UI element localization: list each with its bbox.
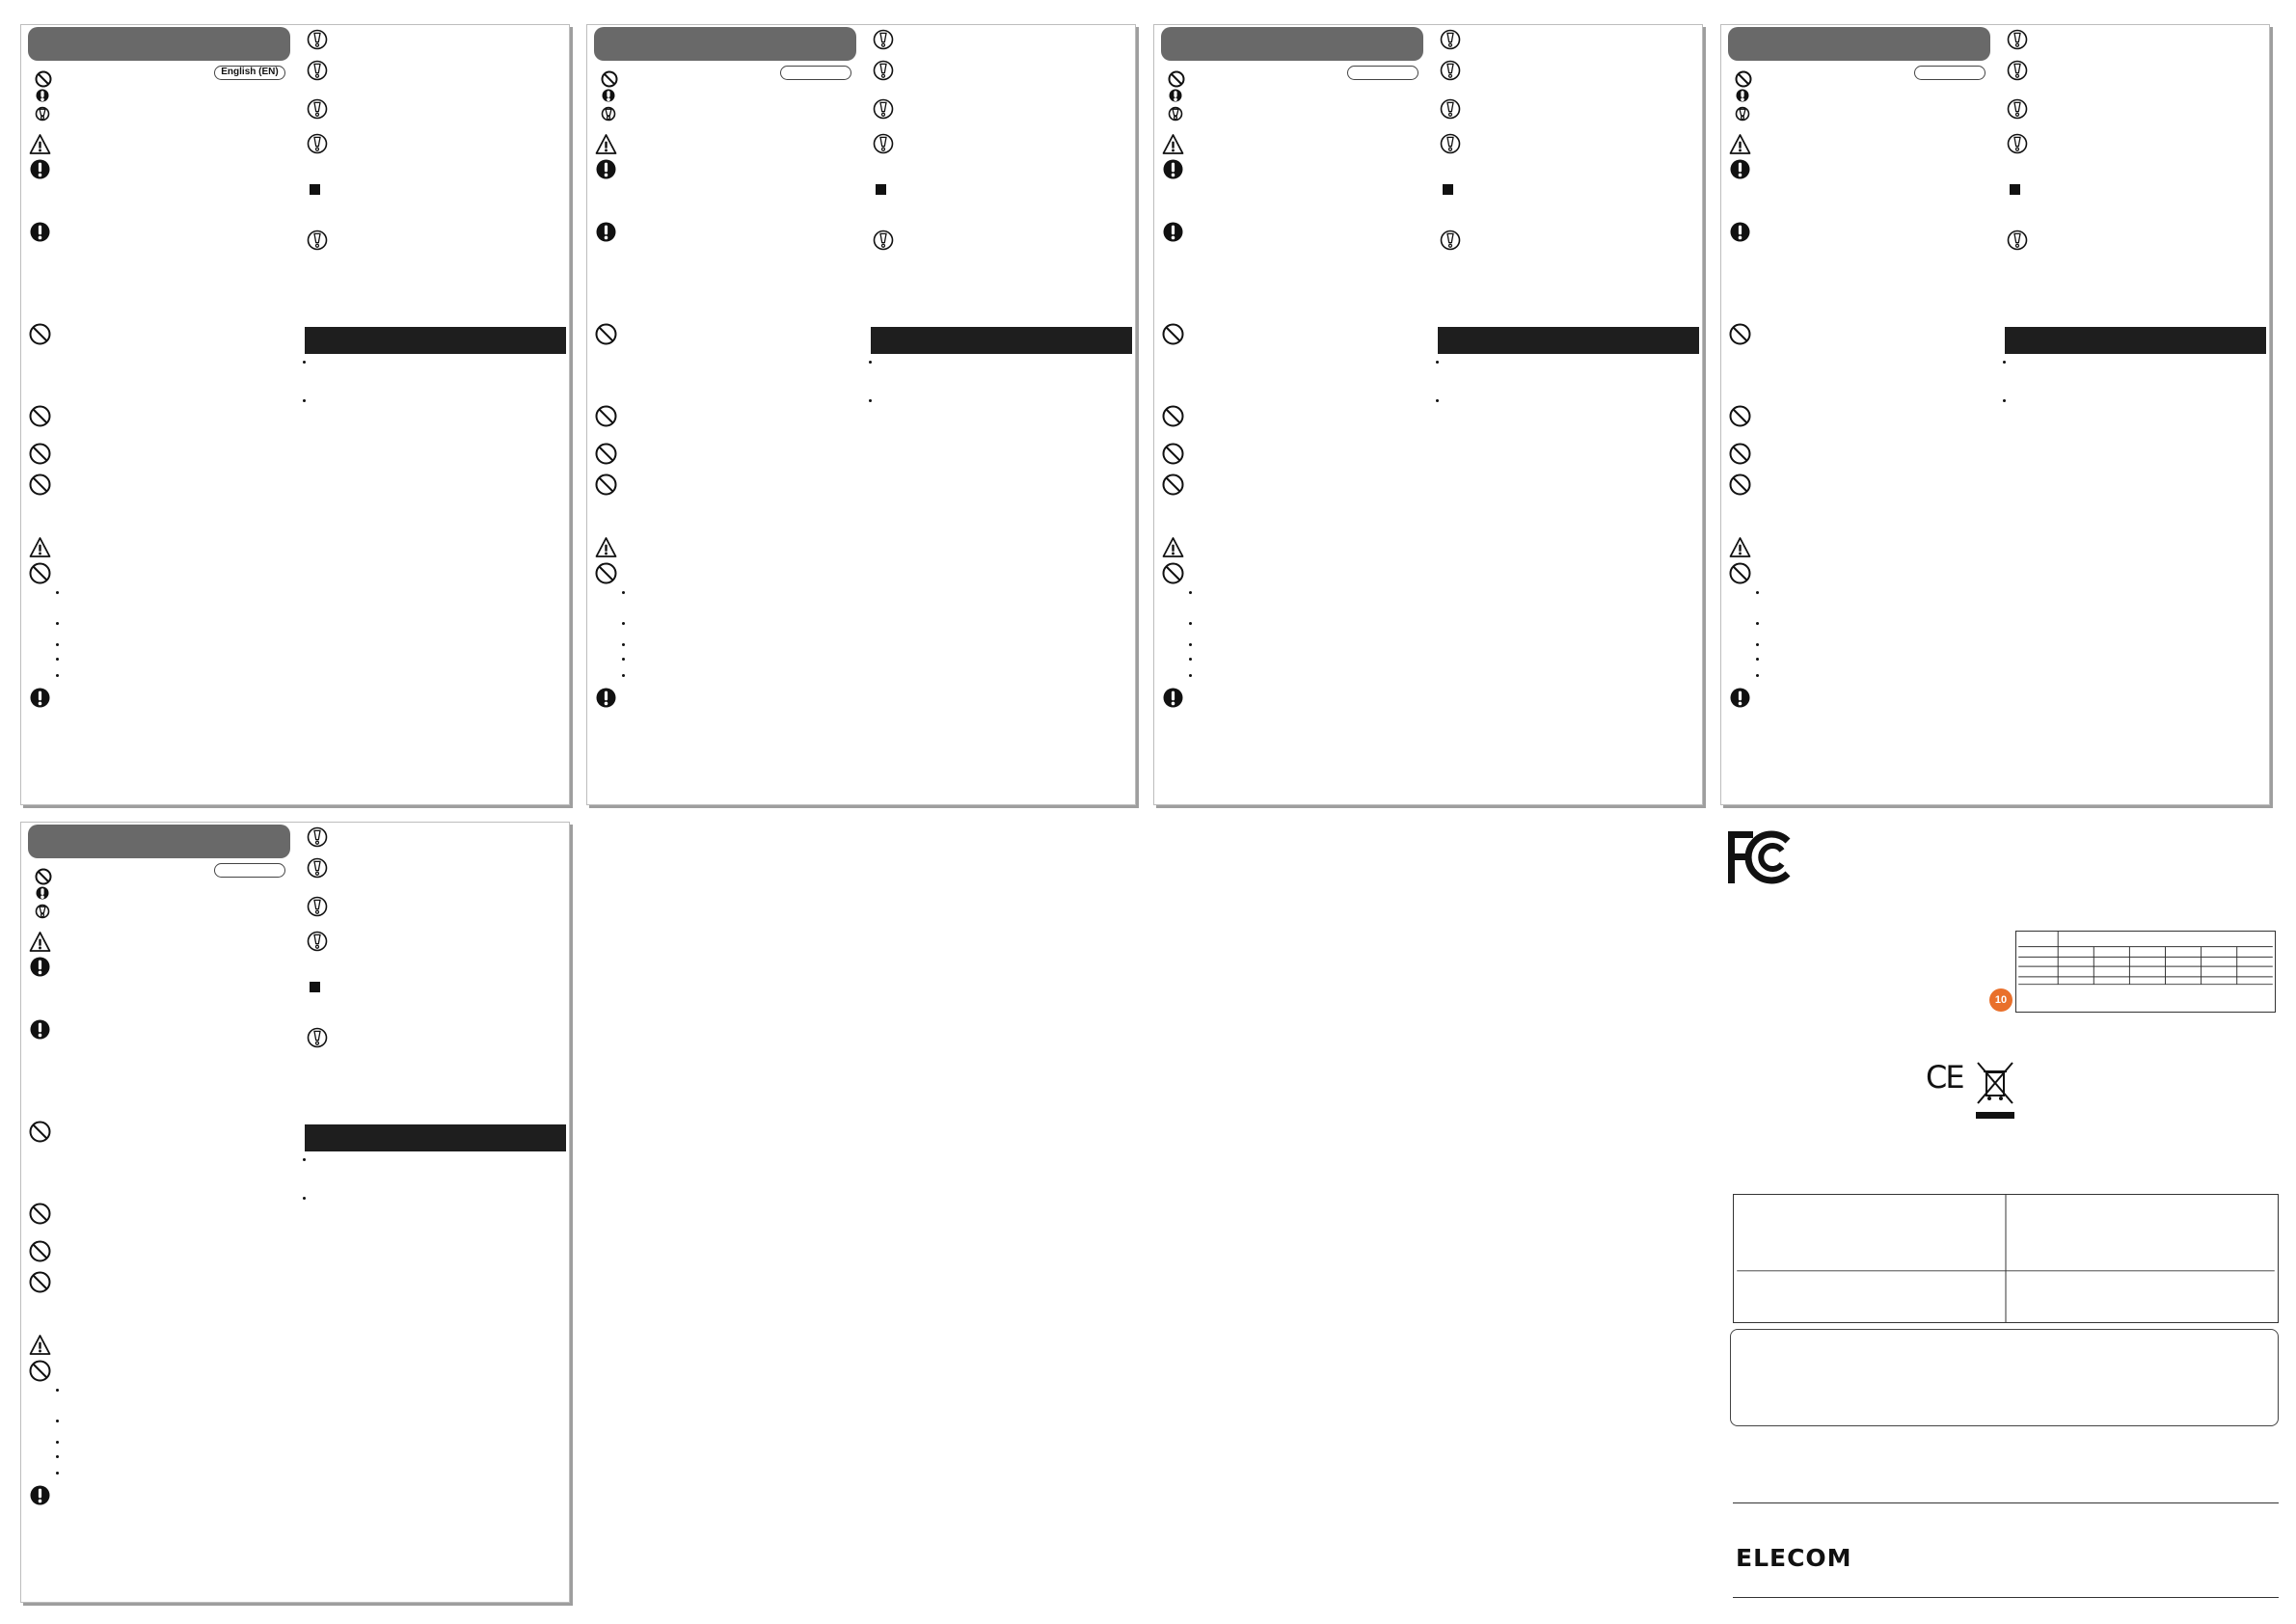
outline-mandatory-icon (601, 106, 616, 126)
bullet-dot (56, 622, 59, 625)
bullet-dot (56, 1441, 59, 1444)
environment-period-badge: 10 (1989, 988, 2012, 1012)
mandatory-icon (1729, 221, 1751, 248)
mandatory-icon (29, 687, 51, 714)
language-panel-p4 (1720, 24, 2270, 805)
prohibition-icon (1729, 562, 1751, 589)
outline-mandatory-icon (1440, 133, 1461, 159)
bullet-dot (56, 658, 59, 661)
weee-bin-icon (1974, 1061, 2016, 1121)
prohibition-icon (29, 405, 51, 432)
mandatory-icon (29, 221, 51, 248)
bullet-dot (303, 1158, 306, 1161)
section-square-marker (876, 184, 886, 195)
outline-mandatory-icon (1440, 230, 1461, 256)
bullet-dot (622, 674, 625, 677)
mandatory-icon (1162, 158, 1184, 185)
outline-mandatory-icon (307, 98, 328, 124)
outline-mandatory-icon (873, 60, 894, 86)
mandatory-icon (601, 88, 616, 108)
bullet-dot (1189, 643, 1192, 646)
bullet-dot (1436, 399, 1439, 402)
language-panel-p2 (586, 24, 1136, 805)
language-label (780, 66, 851, 80)
language-label: English (EN) (214, 66, 285, 80)
outline-mandatory-icon (35, 904, 50, 924)
bullet-dot (2003, 361, 2006, 364)
outline-mandatory-icon (873, 29, 894, 55)
outline-mandatory-icon (307, 230, 328, 256)
bullet-dot (56, 643, 59, 646)
section-square-marker (310, 982, 320, 992)
prohibition-icon (595, 562, 617, 589)
panel-header (1728, 27, 1990, 61)
warning-triangle-icon (1729, 133, 1751, 160)
prohibition-icon (1162, 405, 1184, 432)
prohibition-icon (1729, 443, 1751, 470)
prohibition-icon (1162, 562, 1184, 589)
section-heading-bar (2005, 327, 2266, 354)
panel-header (28, 825, 290, 858)
bullet-dot (1756, 658, 1759, 661)
outline-mandatory-icon (873, 230, 894, 256)
prohibition-icon (595, 443, 617, 470)
divider-top (1733, 1502, 2279, 1503)
section-heading-bar (305, 1124, 566, 1151)
mandatory-icon (1729, 687, 1751, 714)
warning-triangle-icon (29, 133, 51, 160)
warning-triangle-icon (29, 931, 51, 958)
bullet-dot (869, 399, 872, 402)
warning-triangle-icon (1729, 536, 1751, 563)
bullet-dot (1756, 643, 1759, 646)
bullet-dot (622, 622, 625, 625)
bullet-dot (1189, 622, 1192, 625)
bullet-dot (56, 1472, 59, 1475)
prohibition-icon (29, 1360, 51, 1387)
outline-mandatory-icon (873, 133, 894, 159)
mandatory-icon (595, 158, 617, 185)
outline-mandatory-icon (1735, 106, 1750, 126)
bullet-dot (56, 1420, 59, 1422)
ce-mark: CE (1926, 1059, 1963, 1096)
section-heading-bar (871, 327, 1132, 354)
prohibition-icon (1729, 474, 1751, 501)
bullet-dot (2003, 399, 2006, 402)
prohibition-icon (595, 474, 617, 501)
mandatory-icon (1729, 158, 1751, 185)
outline-mandatory-icon (2007, 29, 2028, 55)
section-heading-bar (305, 327, 566, 354)
outline-mandatory-icon (307, 826, 328, 853)
language-label (1347, 66, 1418, 80)
bullet-dot (1189, 591, 1192, 594)
prohibition-icon (595, 323, 617, 350)
bullet-dot (1756, 674, 1759, 677)
language-panel-p3 (1153, 24, 1703, 805)
outline-mandatory-icon (2007, 60, 2028, 86)
warning-triangle-icon (29, 536, 51, 563)
bullet-dot (56, 1455, 59, 1458)
section-heading-bar (1438, 327, 1699, 354)
brand-logo: ELECOM (1736, 1544, 1852, 1572)
outline-mandatory-icon (307, 60, 328, 86)
outline-mandatory-icon (307, 133, 328, 159)
prohibition-icon (29, 1240, 51, 1267)
mandatory-icon (595, 687, 617, 714)
mandatory-icon (29, 1018, 51, 1045)
warning-triangle-icon (595, 536, 617, 563)
panel-header (28, 27, 290, 61)
mandatory-icon (1162, 221, 1184, 248)
prohibition-icon (1162, 443, 1184, 470)
bullet-dot (303, 361, 306, 364)
divider-bottom (1733, 1597, 2279, 1598)
warning-triangle-icon (1162, 536, 1184, 563)
bullet-dot (303, 1197, 306, 1200)
mandatory-icon (29, 158, 51, 185)
bullet-dot (1756, 622, 1759, 625)
panel-header (594, 27, 856, 61)
prohibition-icon (29, 1271, 51, 1298)
bullet-dot (303, 399, 306, 402)
section-square-marker (310, 184, 320, 195)
outline-mandatory-icon (35, 106, 50, 126)
section-square-marker (1443, 184, 1453, 195)
substance-table (2015, 931, 2276, 1013)
section-square-marker (2010, 184, 2020, 195)
notice-box (1730, 1329, 2279, 1426)
mandatory-icon (1168, 88, 1183, 108)
bullet-dot (622, 643, 625, 646)
bullet-dot (56, 674, 59, 677)
outline-mandatory-icon (307, 1027, 328, 1053)
outline-mandatory-icon (2007, 230, 2028, 256)
mandatory-icon (1735, 88, 1750, 108)
outline-mandatory-icon (307, 29, 328, 55)
bullet-dot (1436, 361, 1439, 364)
bullet-dot (1756, 591, 1759, 594)
prohibition-icon (29, 474, 51, 501)
outline-mandatory-icon (2007, 133, 2028, 159)
fcc-logo-icon (1724, 827, 1796, 887)
mandatory-icon (595, 221, 617, 248)
bullet-dot (1189, 658, 1192, 661)
language-panel-en (20, 24, 570, 805)
bullet-dot (622, 591, 625, 594)
mandatory-icon (29, 956, 51, 983)
warning-triangle-icon (595, 133, 617, 160)
prohibition-icon (1729, 405, 1751, 432)
mandatory-icon (35, 885, 50, 906)
bullet-dot (56, 1389, 59, 1392)
prohibition-icon (1162, 323, 1184, 350)
warning-triangle-icon (29, 1334, 51, 1361)
mandatory-icon (35, 88, 50, 108)
prohibition-icon (29, 1203, 51, 1230)
outline-mandatory-icon (1440, 98, 1461, 124)
language-label (1914, 66, 1985, 80)
prohibition-icon (1162, 474, 1184, 501)
outline-mandatory-icon (2007, 98, 2028, 124)
outline-mandatory-icon (307, 896, 328, 922)
mandatory-icon (1162, 687, 1184, 714)
prohibition-icon (29, 562, 51, 589)
bullet-dot (56, 591, 59, 594)
outline-mandatory-icon (1168, 106, 1183, 126)
outline-mandatory-icon (307, 857, 328, 883)
outline-mandatory-icon (307, 931, 328, 957)
prohibition-icon (29, 1121, 51, 1148)
panel-header (1161, 27, 1423, 61)
language-panel-p5 (20, 822, 570, 1603)
prohibition-icon (1729, 323, 1751, 350)
prohibition-icon (29, 323, 51, 350)
bullet-dot (622, 658, 625, 661)
outline-mandatory-icon (1440, 60, 1461, 86)
prohibition-icon (29, 443, 51, 470)
info-box-grid (1733, 1194, 2279, 1323)
bullet-dot (869, 361, 872, 364)
mandatory-icon (29, 1484, 51, 1511)
language-label (214, 863, 285, 878)
warning-triangle-icon (1162, 133, 1184, 160)
bullet-dot (1189, 674, 1192, 677)
outline-mandatory-icon (873, 98, 894, 124)
outline-mandatory-icon (1440, 29, 1461, 55)
prohibition-icon (595, 405, 617, 432)
